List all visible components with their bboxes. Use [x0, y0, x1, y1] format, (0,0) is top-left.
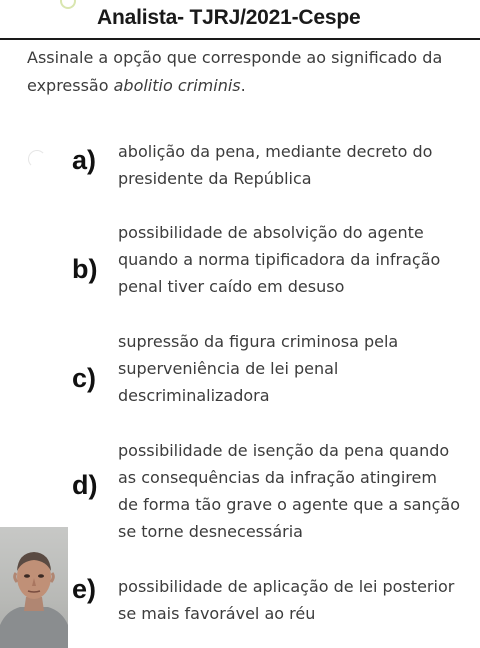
question-text-before: Assinale a opção que corresponde ao significado da expressão — [27, 48, 443, 95]
option-d-letter: d) — [72, 470, 98, 500]
option-b[interactable] — [118, 219, 463, 300]
option-a-line-2: presidente da República — [118, 169, 312, 188]
option-c-line-1: supressão da figura criminosa pela — [118, 332, 399, 351]
option-d[interactable] — [118, 437, 463, 545]
option-b-line-1: possibilidade de absolvição do agente — [118, 223, 424, 242]
option-c-letter: c) — [72, 363, 97, 393]
option-b-line-3: penal tiver caído em desuso — [118, 277, 345, 296]
option-e-line-2: se mais favorável ao réu — [118, 604, 316, 623]
option-c[interactable] — [118, 328, 463, 409]
option-b-line-2: quando a norma tipificadora da infração — [118, 250, 441, 269]
page-title: Analista- TJRJ/2021-Cespe — [97, 6, 361, 29]
option-b-letter: b) — [72, 254, 98, 284]
option-d-line-4: se torne desnecessária — [118, 522, 303, 541]
question-text-after: . — [240, 76, 246, 95]
question-term: abolitio criminis — [113, 76, 241, 95]
question-prompt — [27, 44, 457, 100]
option-e[interactable] — [118, 573, 463, 627]
presenter-webcam — [0, 527, 68, 648]
option-a[interactable] — [118, 138, 463, 192]
option-d-line-3: de forma tão grave o agente que a sanção — [118, 495, 460, 514]
header-bar — [0, 0, 480, 40]
option-d-line-1: possibilidade de isenção da pena quando — [118, 441, 450, 460]
faint-circle-icon — [28, 150, 46, 168]
option-c-line-3: descriminalizadora — [118, 386, 270, 405]
decorative-mark — [60, 0, 76, 9]
option-a-line-1: abolição da pena, mediante decreto do — [118, 142, 433, 161]
option-e-letter: e) — [72, 574, 97, 604]
option-a-letter: a) — [72, 145, 97, 175]
presenter-avatar-icon — [0, 527, 68, 648]
option-d-line-2: as consequências da infração atingirem — [118, 468, 437, 487]
option-c-line-2: superveniência de lei penal — [118, 359, 339, 378]
option-e-line-1: possibilidade de aplicação de lei posterior — [118, 577, 455, 596]
